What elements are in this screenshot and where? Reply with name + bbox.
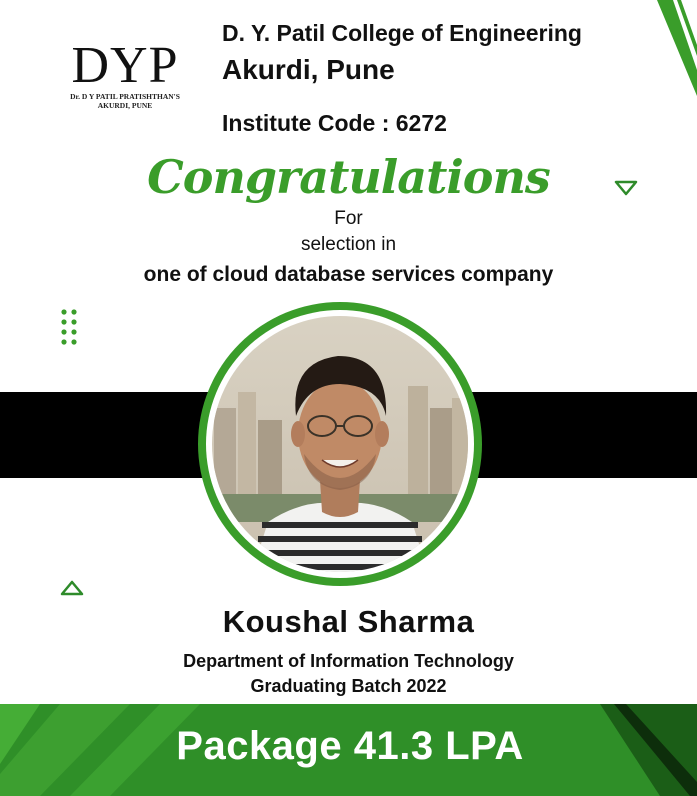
college-logo xyxy=(55,37,195,120)
selection-text: selection in xyxy=(300,234,397,255)
triangle-down-icon xyxy=(614,180,638,196)
package-text: Package 41.3 LPA xyxy=(176,724,524,768)
photo-frame xyxy=(198,302,482,586)
triangle-up-icon xyxy=(60,580,84,596)
graduating-batch: Graduating Batch 2022 xyxy=(250,676,447,696)
student-department: Department of Information Technology xyxy=(183,651,514,671)
student-photo xyxy=(212,316,468,572)
college-name: D. Y. Patil College of Engineering xyxy=(222,20,582,46)
college-city: Akurdi, Pune xyxy=(222,54,395,85)
institute-code: Institute Code : 6272 xyxy=(222,110,447,136)
company-text: one of cloud database services company xyxy=(143,263,554,286)
logo-mark: DYP xyxy=(71,37,179,94)
congratulations-headline: Congratulations xyxy=(147,150,550,204)
student-name: Koushal Sharma xyxy=(222,604,475,639)
dots-decoration xyxy=(60,308,80,348)
for-text: For xyxy=(334,208,363,229)
logo-subtitle-line1: Dr. D Y PATIL PRATISHTHAN'S xyxy=(70,92,180,101)
logo-subtitle-line2: AKURDI, PUNE xyxy=(97,101,153,110)
corner-stripes-decoration xyxy=(617,0,697,110)
